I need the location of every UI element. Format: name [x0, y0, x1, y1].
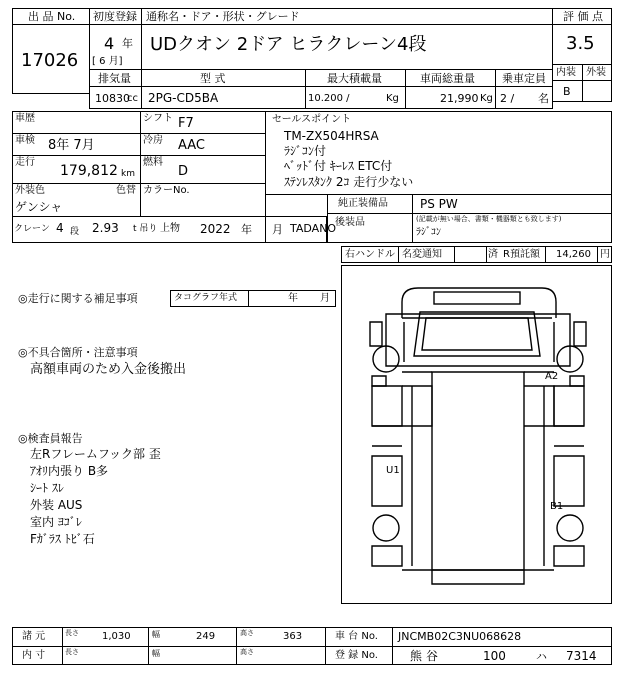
crane-label: クレーン	[14, 224, 50, 234]
width-label: 幅	[152, 630, 160, 639]
inspector-line: ｱｵﾘ内張り B多	[30, 464, 109, 478]
divider	[412, 194, 413, 243]
plate-label: 登 録 No.	[335, 650, 378, 661]
interior-dim-label: 内 寸	[22, 650, 46, 661]
inspector-label: ◎検査員報告	[18, 432, 83, 445]
defects-text: 高額車両のため入金後搬出	[30, 362, 187, 377]
sales-point-line: ｽﾃﾝﾚｽﾀﾝｸ 2ｺ 走行少ない	[284, 175, 414, 189]
mileage-label: 走行	[15, 157, 35, 168]
displacement-value: 10830	[95, 92, 130, 105]
type-value: 2PG-CD5BA	[148, 91, 219, 105]
recycle-amount: 14,260	[556, 249, 591, 260]
inspection-label: 車検	[15, 135, 35, 146]
divider	[12, 133, 266, 134]
plate-region: 熊 谷	[410, 649, 438, 663]
divider	[62, 627, 63, 665]
divider	[325, 627, 326, 665]
divider	[141, 8, 142, 70]
divider	[327, 213, 612, 214]
plate-kana: ハ	[536, 650, 547, 663]
ext-color-label: 外装色	[15, 185, 45, 196]
crane-year-unit: 年	[241, 223, 252, 236]
chassis-label: 車 台 No.	[335, 631, 378, 642]
recycle-prefix: 済	[488, 249, 498, 260]
divider	[552, 24, 612, 25]
divider	[12, 24, 90, 25]
inspector-line: ｼｰﾄ ｽﾚ	[30, 481, 64, 495]
divider	[454, 246, 455, 263]
gross-weight-value: 21,990	[440, 92, 479, 105]
gross-weight-label: 車両総重量	[420, 72, 475, 85]
aftermarket-label: 後装品	[335, 217, 365, 228]
interior-label: 内装	[556, 67, 576, 78]
divider	[495, 69, 496, 109]
grade-label: 評 価 点	[563, 10, 603, 23]
name-change-label: 名変通知	[402, 249, 442, 260]
fuel-label: 燃料	[143, 157, 163, 168]
year-unit: 年	[122, 37, 133, 50]
divider	[236, 627, 237, 665]
crane-month-unit: 月	[272, 223, 283, 236]
capacity-unit: 名	[538, 92, 549, 105]
capacity-label: 乗車定員	[502, 72, 546, 85]
plate-number: 7314	[566, 649, 597, 663]
max-load-value: 10.200 /	[308, 93, 350, 104]
model-header-label: 通称名・ドア・形状・グレード	[146, 10, 300, 23]
divider	[405, 69, 406, 109]
damage-mark-a2: A2	[545, 371, 559, 382]
lot-label: 出 品 No.	[28, 10, 76, 23]
displacement-label: 排気量	[98, 72, 131, 85]
divider	[89, 24, 553, 25]
first-reg-label: 初度登録	[93, 10, 137, 23]
color-code-label: カラーNo.	[143, 185, 190, 196]
crane-stages: 4	[56, 221, 64, 235]
interior-grade: B	[563, 85, 571, 98]
mileage-unit: km	[121, 169, 135, 179]
crane-stage-unit: 段	[70, 227, 80, 237]
fuel-value: D	[178, 164, 189, 179]
crane-capacity: 2.93	[92, 221, 119, 235]
height-label: 高さ	[240, 648, 254, 656]
grade-value: 3.5	[566, 33, 595, 54]
ac-label: 冷房	[143, 135, 163, 146]
divider	[398, 246, 399, 263]
driving-notes-label: ◎走行に関する補足事項	[18, 292, 138, 305]
sales-point-line: ﾗｼﾞｺﾝ付	[284, 144, 327, 158]
aftermarket-note: (記載が無い場合、書類・機器類とも致します)	[416, 215, 562, 223]
divider	[597, 246, 598, 263]
inspector-line: 左Rフレームフック部 歪	[30, 447, 161, 461]
divider	[140, 111, 141, 183]
capacity-value: 2 /	[500, 92, 515, 105]
shift-label: シフト	[143, 113, 173, 124]
divider	[141, 69, 142, 109]
length-label: 長さ	[65, 648, 79, 656]
first-reg-year: 4	[104, 34, 115, 53]
tacho-year-unit: 年	[288, 293, 298, 304]
divider	[305, 69, 306, 109]
sales-point-line: ﾍﾞｯﾄﾞ付 ｷｰﾚｽ ETC付	[284, 159, 393, 173]
width-value: 249	[196, 631, 216, 642]
ac-value: AAC	[178, 138, 205, 153]
width-label: 幅	[152, 649, 160, 658]
model-name: UDクオン 2ドア ヒラクレーン4段	[150, 34, 427, 55]
inspection-value: 8年 7月	[48, 138, 95, 153]
sales-points-label: セールスポイント	[272, 114, 352, 125]
height-value: 363	[283, 631, 303, 642]
chassis-number: JNCMB02C3NU068628	[398, 630, 522, 643]
tacho-month-unit: 月	[320, 293, 330, 304]
divider	[89, 86, 553, 87]
exterior-label: 外装	[586, 67, 606, 78]
divider	[545, 246, 546, 263]
lot-number: 17026	[21, 50, 79, 71]
mileage-value: 179,812	[60, 163, 118, 179]
divider	[140, 183, 141, 216]
recycle-unit: 円	[600, 249, 610, 260]
length-value: 1,030	[102, 631, 131, 642]
recycle-label: R預託額	[503, 249, 540, 260]
divider	[248, 290, 249, 307]
inspector-line: 外装 AUS	[30, 498, 83, 512]
max-load-unit: Kg	[386, 93, 399, 104]
divider	[12, 216, 266, 217]
length-label: 長さ	[65, 629, 79, 637]
sales-point-line: TM-ZX504HRSA	[284, 129, 379, 143]
inspector-line: 室内 ﾖｺﾞﾚ	[30, 515, 82, 529]
inspector-line: Fｶﾞﾗｽ ﾄﾋﾞ石	[30, 532, 95, 546]
displacement-unit: cc	[127, 93, 138, 104]
divider	[392, 627, 393, 665]
history-label: 車歴	[15, 113, 35, 124]
tacho-label: タコグラフ年式	[174, 293, 238, 303]
divider	[12, 183, 266, 184]
shift-value: F7	[178, 116, 194, 131]
right-hand-label: 右ハンドル	[345, 249, 395, 260]
ext-color-value: ゲンシャ	[15, 200, 63, 214]
damage-mark-b1: B1	[550, 501, 564, 512]
spec-label: 諸 元	[22, 631, 46, 642]
divider	[486, 246, 487, 263]
divider	[12, 155, 266, 156]
max-load-label: 最大積載量	[327, 72, 382, 85]
genuine-label: 純正装備品	[338, 198, 388, 209]
plate-class: 100	[483, 649, 506, 663]
genuine-value: PS PW	[420, 197, 458, 211]
damage-mark-u1: U1	[386, 465, 400, 476]
color-change-label: 色替	[116, 185, 136, 196]
crane-capacity-unit: t 吊り	[133, 224, 158, 234]
divider	[148, 627, 149, 665]
first-reg-month: [ 6 月]	[92, 56, 123, 67]
crane-mount-label: 上物	[160, 223, 180, 234]
type-label: 型 式	[200, 72, 226, 85]
gross-weight-unit: Kg	[480, 93, 493, 104]
truck-outline	[342, 266, 611, 603]
vehicle-diagram	[341, 265, 612, 604]
crane-maker: TADANO	[290, 222, 337, 235]
height-label: 高さ	[240, 629, 254, 637]
divider	[12, 646, 612, 647]
crane-year: 2022	[200, 222, 231, 236]
defects-label: ◎不具合箇所・注意事項	[18, 346, 138, 359]
divider	[582, 64, 583, 102]
aftermarket-value: ﾗｼﾞｺﾝ	[416, 227, 441, 238]
